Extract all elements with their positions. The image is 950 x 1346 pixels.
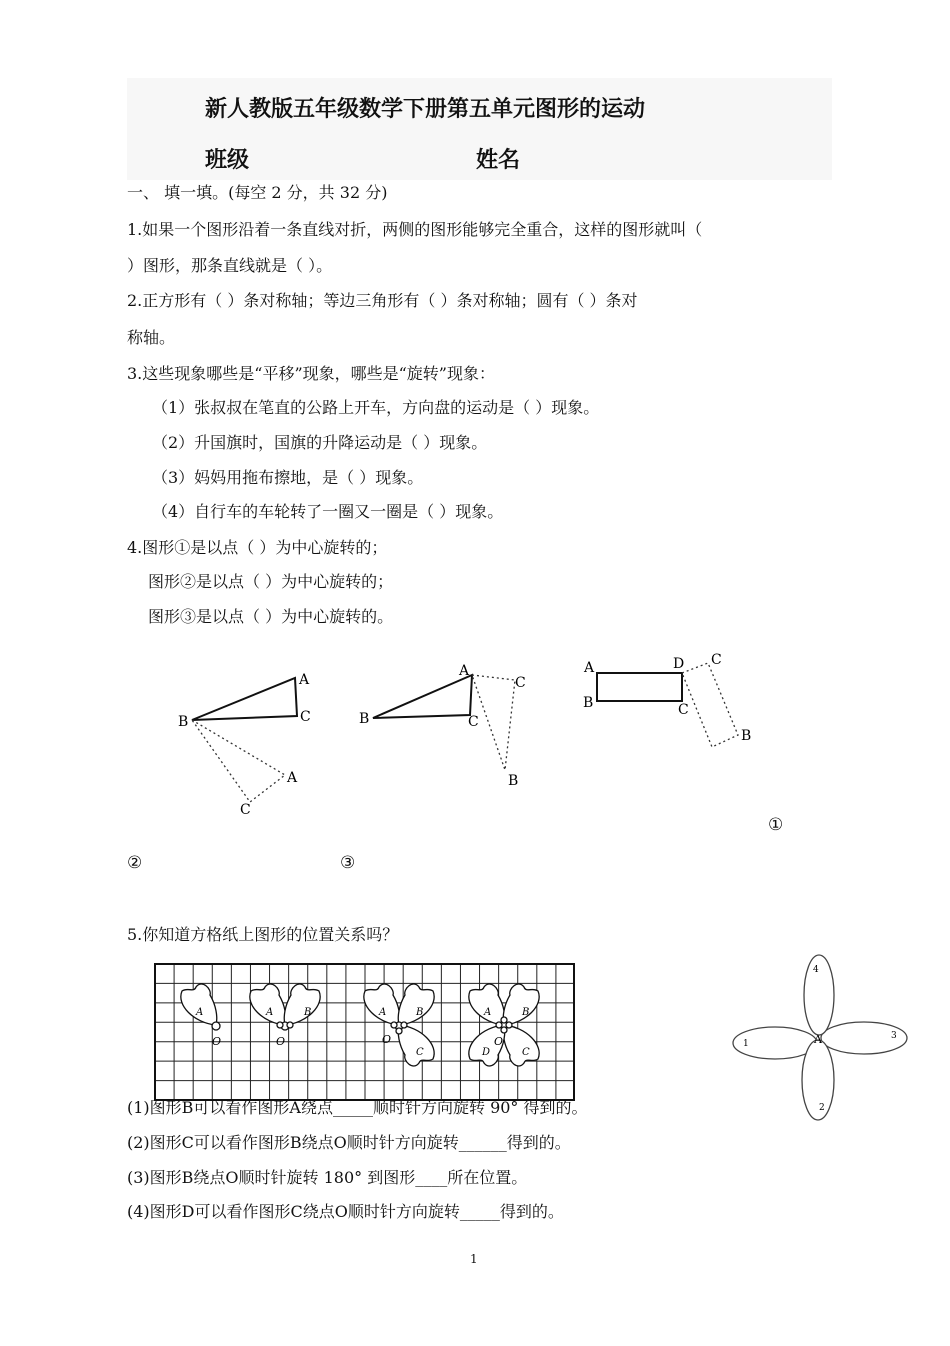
point-label: B <box>508 773 519 789</box>
page-number: 1 <box>470 1252 478 1266</box>
question-3-item-2: （2）升国旗时，国旗的升降运动是（ ）现象。 <box>152 433 488 452</box>
question-4-line-1: 4.图形①是以点（ ）为中心旋转的； <box>127 538 388 557</box>
class-label: 班级 <box>205 148 250 173</box>
question-3-item-4: （4）自行车的车轮转了一圈又一圈是（ ）现象。 <box>152 502 504 521</box>
question-5-item-1: (1)图形B可以看作图形A绕点_____顺时针方向旋转 90° 得到的。 <box>127 1098 588 1117</box>
point-label: C <box>678 702 689 718</box>
grid-label: A <box>266 1007 274 1018</box>
point-label: B <box>359 711 370 727</box>
grid-label: A <box>196 1007 204 1018</box>
figure-two-triangles <box>359 663 526 789</box>
point-label: C <box>468 714 479 730</box>
rotation-figures <box>160 645 780 825</box>
petal-number: 1 <box>743 1039 749 1049</box>
section-heading: 一、 填一填。(每空 2 分，共 32 分) <box>127 183 388 202</box>
point-label: D <box>673 656 685 672</box>
point-label: C <box>240 802 251 818</box>
petal-center-label: A <box>814 1033 822 1046</box>
point-label: A <box>299 672 310 688</box>
grid-label: A <box>379 1007 387 1018</box>
question-2-line-2: 称轴。 <box>127 328 176 347</box>
question-4-line-2: 图形②是以点（ ）为中心旋转的； <box>148 572 394 591</box>
point-label: A <box>287 770 298 786</box>
point-label: C <box>711 652 722 668</box>
grid-label: C <box>416 1047 424 1058</box>
grid-label: O <box>276 1035 286 1048</box>
name-label: 姓名 <box>476 148 521 173</box>
question-1-line-2: ）图形，那条直线就是（ ）。 <box>127 256 333 275</box>
point-label: B <box>583 695 594 711</box>
petal-number: 4 <box>813 965 819 975</box>
point-label: B <box>178 714 189 730</box>
figure-three-rectangles <box>583 652 751 747</box>
grid-label: D <box>482 1047 491 1058</box>
grid-label: O <box>382 1033 392 1046</box>
question-5-item-2: (2)图形C可以看作图形B绕点O顺时针方向旋转______得到的。 <box>127 1133 571 1152</box>
question-5-item-3: (3)图形B绕点O顺时针旋转 180° 到图形____所在位置。 <box>127 1168 528 1187</box>
figure-three-label: ③ <box>340 853 356 873</box>
petal-figure <box>730 950 915 1125</box>
question-5-intro: 5.你知道方格纸上图形的位置关系吗？ <box>127 925 399 944</box>
page-title: 新人教版五年级数学下册第五单元图形的运动 <box>205 97 646 122</box>
point-label: C <box>515 675 526 691</box>
grid-label: O <box>212 1035 222 1048</box>
point-label: A <box>584 660 595 676</box>
grid-label: A <box>484 1007 492 1018</box>
grid-label: C <box>522 1047 530 1058</box>
grid-figure <box>154 963 576 1103</box>
figure-one-triangles <box>178 672 311 818</box>
figure-one-label: ① <box>768 815 784 835</box>
grid-label: B <box>522 1007 530 1018</box>
petal-number: 3 <box>891 1031 897 1041</box>
figure-two-label: ② <box>127 853 143 873</box>
question-3-item-3: （3）妈妈用拖布擦地，是（ ）现象。 <box>152 468 424 487</box>
grid-label: O <box>494 1035 504 1048</box>
question-1-line-1: 1.如果一个图形沿着一条直线对折，两侧的图形能够完全重合，这样的图形就叫（ <box>127 220 703 239</box>
point-label: C <box>300 709 311 725</box>
question-3-intro: 3.这些现象哪些是“平移”现象，哪些是“旋转”现象： <box>127 364 495 383</box>
question-2-line-1: 2.正方形有（ ）条对称轴；等边三角形有（ ）条对称轴；圆有（ ）条对 <box>127 291 638 310</box>
question-5-item-4: (4)图形D可以看作图形C绕点O顺时针方向旋转_____得到的。 <box>127 1202 564 1221</box>
grid-label: B <box>304 1007 312 1018</box>
petal-number: 2 <box>819 1103 825 1113</box>
question-3-item-1: （1）张叔叔在笔直的公路上开车，方向盘的运动是（ ）现象。 <box>152 398 600 417</box>
point-label: A <box>459 663 470 679</box>
question-4-line-3: 图形③是以点（ ）为中心旋转的。 <box>148 607 394 626</box>
grid-label: B <box>416 1007 424 1018</box>
point-label: B <box>741 728 752 744</box>
